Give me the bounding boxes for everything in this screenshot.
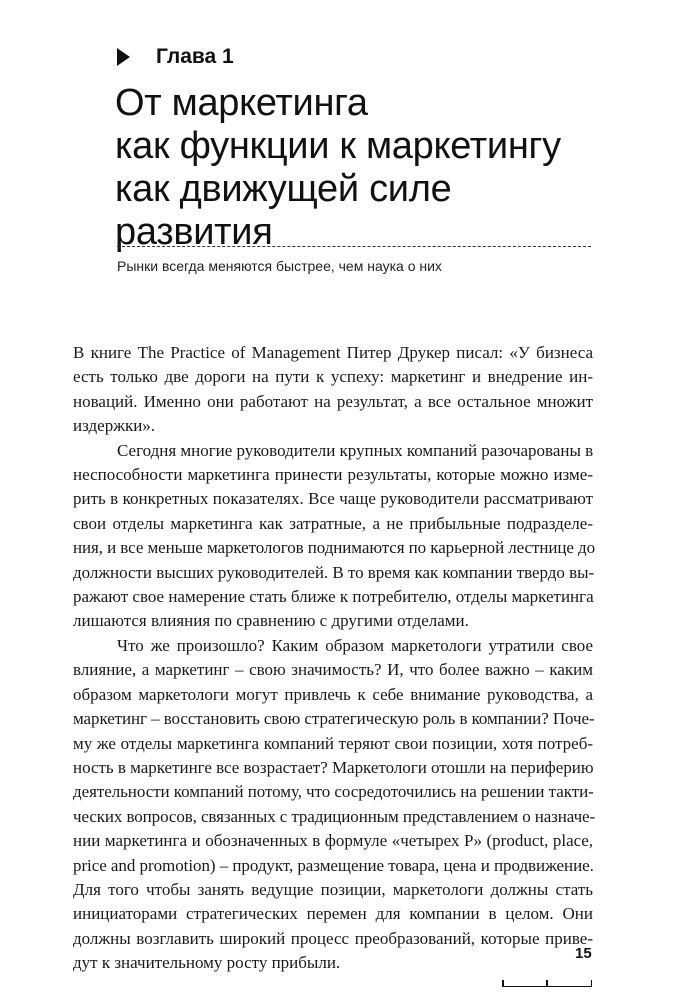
body-line: Для того чтобы занять ведущие позиции, маркетологи должны стать	[73, 879, 593, 899]
body-line: нии маркетинга и обозначенных в формуле «четырех P» (product, place,	[73, 831, 593, 851]
rule-tick	[502, 980, 504, 987]
body-line: свои отделы маркетинга как затратные, а не прибыльные подразделе-	[73, 513, 593, 533]
body-line: неспособности маркетинга принести результаты, которые можно изме-	[73, 465, 593, 485]
body-line: маркетинг – восстановить свою стратегическую роль в компании? Поче-	[73, 709, 595, 729]
chapter-title-line: как движущей силе	[115, 168, 452, 210]
chapter-title-line: От маркетинга	[115, 82, 368, 124]
dashed-divider	[117, 246, 591, 247]
body-line: влияние, а маркетинг – свою значимость? И, что более важно – каким	[73, 660, 593, 680]
body-line: price and promotion) – продукт, размещение товара, цена и продвижение.	[73, 855, 594, 875]
body-line: должности высших руководителей. В то время как компании твердо вы-	[73, 562, 595, 582]
epigraph: Рынки всегда меняются быстрее, чем наука о них	[117, 258, 442, 274]
body-line: ность в маркетинге все возрастает? Маркетологи отошли на периферию	[73, 757, 594, 777]
body-line: образом маркетологи могут привлечь к себе внимание руководства, а	[73, 684, 593, 704]
body-line: ражают свое намерение стать ближе к потребителю, отделы маркетинга	[73, 587, 594, 607]
page-number: 15	[575, 945, 592, 962]
chapter-label: Глава 1	[156, 45, 234, 68]
body-text	[73, 341, 596, 976]
body-line: лишаются влияния по сравнению с другими отделами.	[73, 611, 469, 631]
body-line: есть только две дороги на пути к успеху: маркетинг и внедрение ин-	[73, 367, 593, 387]
chapter-title	[115, 82, 655, 254]
page-footer-rule	[502, 980, 592, 987]
body-line: ния, и все меньше маркетологов поднимаются по карьерной лестнице до	[73, 538, 596, 558]
body-line: должны возглавить широкий процесс преобразований, которые приве-	[73, 928, 593, 948]
body-line: ческих вопросов, связанных с традиционным представлением о назначе-	[73, 806, 596, 826]
body-line: дут к значительному росту прибыли.	[73, 953, 341, 973]
body-line: му же отделы маркетинга компаний теряют свои позиции, хотя потреб-	[73, 733, 593, 753]
rule-tick	[546, 980, 548, 987]
rule-tick	[591, 980, 593, 987]
body-line: Что же произошло? Каким образом маркетологи утратили свое	[117, 635, 593, 655]
body-line: рить в конкретных показателях. Все чаще руководители рассматривают	[73, 489, 593, 509]
body-line: деятельности компаний потому, что сосредоточились на решении такти-	[73, 782, 594, 802]
body-line: инициаторами стратегических перемен для компании в целом. Они	[73, 904, 593, 924]
body-line: новаций. Именно они работают на результат, а все остальное множит	[73, 391, 593, 411]
body-line: издержки».	[73, 416, 156, 436]
chapter-title-line: как функции к маркетингу	[115, 125, 561, 167]
chapter-heading	[117, 45, 234, 69]
chapter-title-line: развития	[115, 211, 273, 253]
triangle-bullet-icon	[117, 48, 130, 66]
body-line: В книге The Practice of Management Питер Друкер писал: «У бизнеса	[73, 343, 593, 362]
body-line: Сегодня многие руководители крупных компаний разочарованы в	[117, 440, 594, 460]
